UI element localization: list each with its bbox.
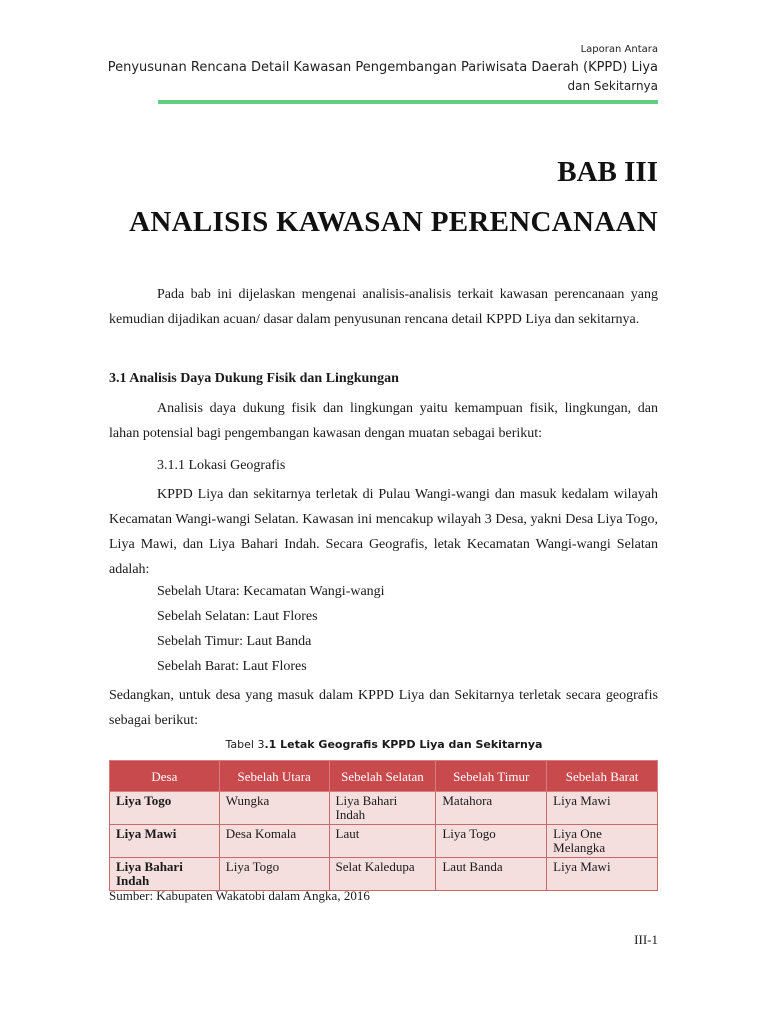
chapter-title: ANALISIS KAWASAN PERENCANAAN bbox=[129, 206, 658, 238]
table-cell: Laut bbox=[329, 825, 436, 858]
table-header-cell: Sebelah Timur bbox=[436, 761, 547, 792]
header-title-line2: dan Sekitarnya bbox=[567, 79, 658, 93]
table-header-row bbox=[110, 761, 658, 792]
table-cell: Desa Komala bbox=[219, 825, 329, 858]
header-report-label: Laporan Antara bbox=[580, 44, 658, 55]
header-divider bbox=[158, 100, 658, 104]
table-source: Sumber: Kabupaten Wakatobi dalam Angka, 2016 bbox=[109, 888, 370, 903]
table-header-cell: Desa bbox=[110, 761, 220, 792]
chapter-label: BAB III bbox=[557, 156, 658, 188]
village-paragraph: Sedangkan, untuk desa yang masuk dalam KPPD Liya dan Sekitarnya terletak secara geografis sebagai berikut: bbox=[109, 688, 658, 728]
table-row bbox=[110, 792, 658, 825]
table-row bbox=[110, 858, 658, 891]
table-cell: Liya Mawi bbox=[547, 792, 658, 825]
geography-table bbox=[109, 760, 658, 891]
table-cell: Liya Bahari Indah bbox=[110, 858, 220, 891]
header-title-line1: Penyusunan Rencana Detail Kawasan Pengembangan Pariwisata Daerah (KPPD) Liya bbox=[107, 60, 658, 75]
table-cell: Liya Togo bbox=[219, 858, 329, 891]
bound-south: Sebelah Selatan: Laut Flores bbox=[157, 609, 318, 624]
table-header-cell: Sebelah Barat bbox=[547, 761, 658, 792]
table-cell: Liya Togo bbox=[436, 825, 547, 858]
bound-east: Sebelah Timur: Laut Banda bbox=[157, 634, 312, 649]
table-cell: Liya Mawi bbox=[547, 858, 658, 891]
intro-paragraph: Pada bab ini dijelaskan mengenai analisis-analisis terkait kawasan perencanaan yang kemudian dijadikan acuan/ dasar dalam penyusunan rencana detail KPPD Liya dan sekitarnya. bbox=[109, 287, 658, 327]
table-row bbox=[110, 825, 658, 858]
table-cell: Liya One Melangka bbox=[547, 825, 658, 858]
page-number: III-1 bbox=[634, 932, 658, 947]
table-cell: Matahora bbox=[436, 792, 547, 825]
table-caption: Tabel 3.1 Letak Geografis KPPD Liya dan Sekitarnya bbox=[225, 738, 543, 751]
table-header-cell: Sebelah Selatan bbox=[329, 761, 436, 792]
table-cell: Liya Bahari Indah bbox=[329, 792, 436, 825]
table-cell: Wungka bbox=[219, 792, 329, 825]
bound-west: Sebelah Barat: Laut Flores bbox=[157, 659, 307, 674]
table-header-cell: Sebelah Utara bbox=[219, 761, 329, 792]
section-paragraph: Analisis daya dukung fisik dan lingkungan yaitu kemampuan fisik, lingkungan, dan lahan potensial bagi pengembangan kawasan dengan muatan sebagai berikut: bbox=[109, 401, 658, 441]
table-cell: Selat Kaledupa bbox=[329, 858, 436, 891]
location-paragraph: KPPD Liya dan sekitarnya terletak di Pulau Wangi-wangi dan masuk kedalam wilayah Kecamatan Wangi-wangi Selatan. Kawasan ini mencakup wilayah 3 Desa, yakni Desa Liya Togo, Liya Mawi, dan Liya Bahari Indah. Secara Geografis, letak Kecamatan Wangi-wangi Selatan adalah: bbox=[109, 487, 658, 577]
section-heading: 3.1 Analisis Daya Dukung Fisik dan Lingkungan bbox=[109, 371, 399, 386]
table-cell: Liya Togo bbox=[110, 792, 220, 825]
table-cell: Laut Banda bbox=[436, 858, 547, 891]
bound-north: Sebelah Utara: Kecamatan Wangi-wangi bbox=[157, 584, 385, 599]
table-cell: Liya Mawi bbox=[110, 825, 220, 858]
subsection-heading: 3.1.1 Lokasi Geografis bbox=[157, 458, 286, 473]
